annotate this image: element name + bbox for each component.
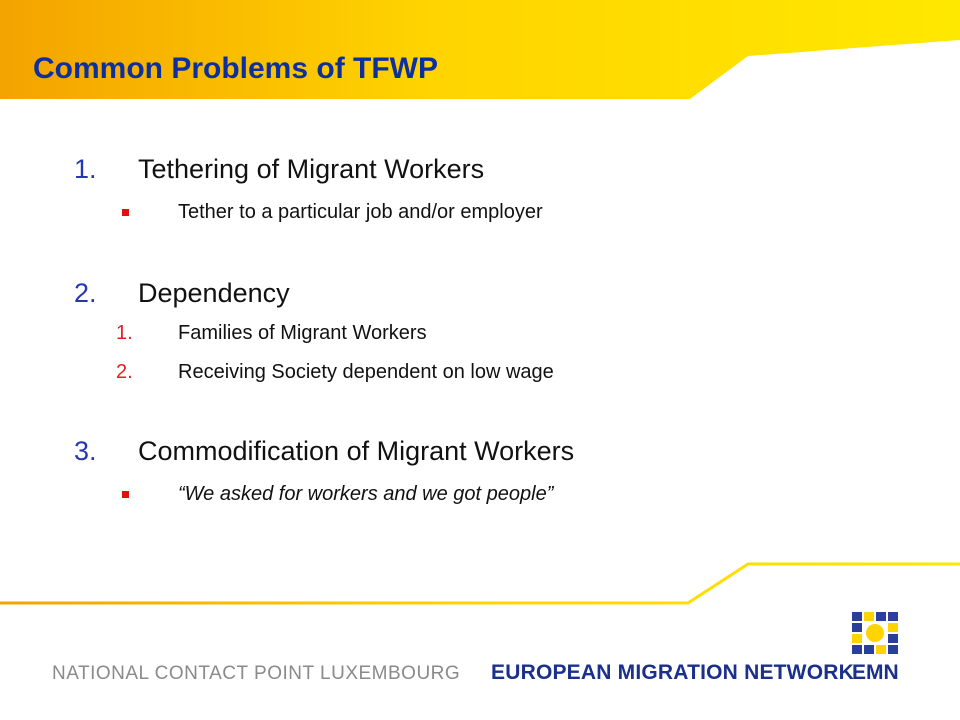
list-number: 1.	[74, 154, 97, 184]
bullet-marker	[122, 209, 129, 216]
sub-bullet-text: Tether to a particular job and/or employer	[178, 201, 543, 223]
list-label: Commodification of Migrant Workers	[138, 436, 575, 466]
slide-title: Common Problems of TFWP	[33, 52, 438, 85]
sub-list-number: 2.	[116, 361, 133, 383]
footer-divider	[0, 558, 960, 608]
bullet-marker	[122, 491, 129, 498]
list-label: Dependency	[138, 278, 290, 308]
emn-abbreviation: EMN	[852, 661, 899, 684]
footer-ncp-label: NATIONAL CONTACT POINT LUXEMBOURG	[52, 663, 461, 684]
sub-bullet-text: “We asked for workers and we got people”	[178, 483, 554, 505]
sub-list-number: 1.	[116, 322, 133, 344]
list-label: Tethering of Migrant Workers	[138, 154, 485, 184]
footer-emn-label: EUROPEAN MIGRATION NETWORK	[491, 661, 854, 684]
sub-list-label: Families of Migrant Workers	[178, 322, 427, 344]
emn-logo-icon	[850, 610, 904, 658]
list-number: 2.	[74, 278, 97, 308]
sub-list-label: Receiving Society dependent on low wage	[178, 361, 554, 383]
list-number: 3.	[74, 436, 97, 466]
